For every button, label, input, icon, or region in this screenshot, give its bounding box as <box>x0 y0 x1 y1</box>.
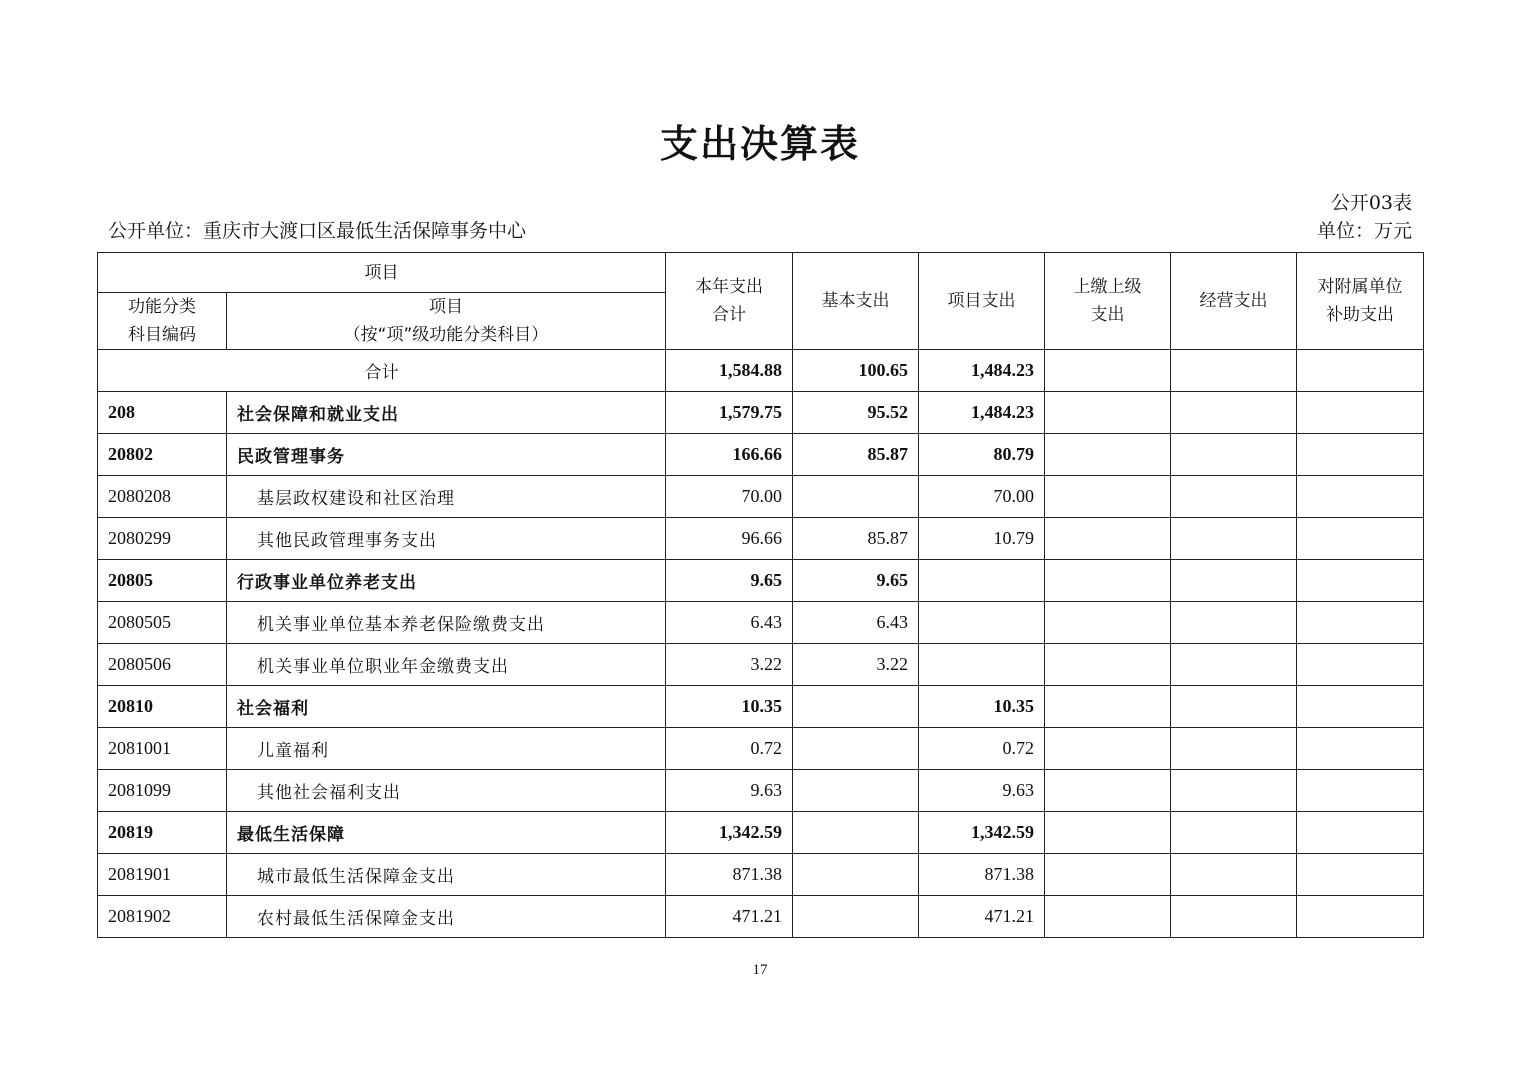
row-operating <box>1171 770 1297 812</box>
currency-unit: 单位：万元 <box>1316 220 1412 242</box>
header-item-group: 项目 <box>98 253 666 293</box>
total-upper <box>1045 350 1171 392</box>
row-basic <box>793 770 919 812</box>
row-subsidiary <box>1297 644 1424 686</box>
table-row <box>98 518 1424 560</box>
table-row <box>98 560 1424 602</box>
row-total: 9.65 <box>666 560 793 602</box>
row-basic <box>793 686 919 728</box>
row-operating <box>1171 392 1297 434</box>
row-upper <box>1045 770 1171 812</box>
row-total: 10.35 <box>666 686 793 728</box>
row-project <box>919 602 1045 644</box>
row-project: 9.63 <box>919 770 1045 812</box>
row-code: 2081902 <box>98 896 227 938</box>
row-project: 10.35 <box>919 686 1045 728</box>
header-project: 项目支出 <box>919 253 1045 350</box>
row-name: 其他民政管理事务支出 <box>227 518 666 560</box>
row-project: 0.72 <box>919 728 1045 770</box>
row-project <box>919 644 1045 686</box>
row-upper <box>1045 854 1171 896</box>
row-upper <box>1045 812 1171 854</box>
row-name: 最低生活保障 <box>227 812 666 854</box>
row-code: 2081001 <box>98 728 227 770</box>
row-project: 471.21 <box>919 896 1045 938</box>
row-basic <box>793 812 919 854</box>
table-row <box>98 686 1424 728</box>
row-subsidiary <box>1297 518 1424 560</box>
row-total: 0.72 <box>666 728 793 770</box>
row-code: 2081901 <box>98 854 227 896</box>
table-row <box>98 434 1424 476</box>
row-basic: 85.87 <box>793 434 919 476</box>
total-operating <box>1171 350 1297 392</box>
row-code: 20819 <box>98 812 227 854</box>
row-basic <box>793 728 919 770</box>
total-project: 1,484.23 <box>919 350 1045 392</box>
row-upper <box>1045 644 1171 686</box>
row-upper <box>1045 686 1171 728</box>
row-subsidiary <box>1297 770 1424 812</box>
header-code: 功能分类 科目编码 <box>98 293 227 350</box>
row-code: 2080208 <box>98 476 227 518</box>
header-total: 本年支出 合计 <box>666 253 793 350</box>
row-subsidiary <box>1297 896 1424 938</box>
row-subsidiary <box>1297 686 1424 728</box>
row-basic: 3.22 <box>793 644 919 686</box>
row-subsidiary <box>1297 728 1424 770</box>
row-operating <box>1171 434 1297 476</box>
row-name: 机关事业单位基本养老保险缴费支出 <box>227 602 666 644</box>
row-total: 1,579.75 <box>666 392 793 434</box>
row-code: 2080299 <box>98 518 227 560</box>
row-basic: 95.52 <box>793 392 919 434</box>
row-basic: 9.65 <box>793 560 919 602</box>
row-operating <box>1171 854 1297 896</box>
row-upper <box>1045 560 1171 602</box>
table-row <box>98 770 1424 812</box>
row-name: 城市最低生活保障金支出 <box>227 854 666 896</box>
row-operating <box>1171 560 1297 602</box>
row-project: 10.79 <box>919 518 1045 560</box>
row-operating <box>1171 476 1297 518</box>
total-basic: 100.65 <box>793 350 919 392</box>
row-basic <box>793 476 919 518</box>
row-code: 2080505 <box>98 602 227 644</box>
header-basic: 基本支出 <box>793 253 919 350</box>
row-code: 2081099 <box>98 770 227 812</box>
reporting-unit: 公开单位：重庆市大渡口区最低生活保障事务中心 <box>108 220 527 242</box>
total-label: 合计 <box>98 350 666 392</box>
row-subsidiary <box>1297 476 1424 518</box>
row-upper <box>1045 728 1171 770</box>
row-total: 3.22 <box>666 644 793 686</box>
row-basic: 6.43 <box>793 602 919 644</box>
row-operating <box>1171 686 1297 728</box>
row-code: 2080506 <box>98 644 227 686</box>
row-name: 其他社会福利支出 <box>227 770 666 812</box>
row-project: 1,342.59 <box>919 812 1045 854</box>
row-basic <box>793 854 919 896</box>
total-sum: 1,584.88 <box>666 350 793 392</box>
row-name: 社会福利 <box>227 686 666 728</box>
form-number: 公开03表 <box>1330 192 1412 214</box>
expenditure-table <box>97 252 1424 938</box>
total-subsidiary <box>1297 350 1424 392</box>
row-name: 行政事业单位养老支出 <box>227 560 666 602</box>
total-row <box>98 350 1424 392</box>
row-operating <box>1171 728 1297 770</box>
header-item: 项目 （按“项”级功能分类科目） <box>227 293 666 350</box>
page-title: 支出决算表 <box>659 122 860 166</box>
row-code: 20810 <box>98 686 227 728</box>
row-operating <box>1171 644 1297 686</box>
row-project: 80.79 <box>919 434 1045 476</box>
row-total: 70.00 <box>666 476 793 518</box>
header-subsidiary: 对附属单位 补助支出 <box>1297 253 1424 350</box>
header-upper: 上缴上级 支出 <box>1045 253 1171 350</box>
row-project: 1,484.23 <box>919 392 1045 434</box>
row-subsidiary <box>1297 560 1424 602</box>
table-row <box>98 644 1424 686</box>
row-basic: 85.87 <box>793 518 919 560</box>
row-total: 166.66 <box>666 434 793 476</box>
row-subsidiary <box>1297 854 1424 896</box>
row-subsidiary <box>1297 392 1424 434</box>
row-upper <box>1045 476 1171 518</box>
row-subsidiary <box>1297 434 1424 476</box>
table-row <box>98 476 1424 518</box>
row-operating <box>1171 602 1297 644</box>
row-total: 1,342.59 <box>666 812 793 854</box>
row-name: 农村最低生活保障金支出 <box>227 896 666 938</box>
row-upper <box>1045 602 1171 644</box>
row-total: 96.66 <box>666 518 793 560</box>
row-project <box>919 560 1045 602</box>
row-name: 民政管理事务 <box>227 434 666 476</box>
row-total: 871.38 <box>666 854 793 896</box>
row-upper <box>1045 518 1171 560</box>
table-row <box>98 854 1424 896</box>
row-code: 20802 <box>98 434 227 476</box>
row-name: 机关事业单位职业年金缴费支出 <box>227 644 666 686</box>
table-row <box>98 728 1424 770</box>
row-operating <box>1171 812 1297 854</box>
header-operating: 经营支出 <box>1171 253 1297 350</box>
row-subsidiary <box>1297 812 1424 854</box>
row-name: 基层政权建设和社区治理 <box>227 476 666 518</box>
row-total: 6.43 <box>666 602 793 644</box>
table-row <box>98 392 1424 434</box>
row-upper <box>1045 434 1171 476</box>
row-project: 70.00 <box>919 476 1045 518</box>
row-total: 9.63 <box>666 770 793 812</box>
row-upper <box>1045 896 1171 938</box>
row-basic <box>793 896 919 938</box>
row-code: 20805 <box>98 560 227 602</box>
row-operating <box>1171 896 1297 938</box>
table-row <box>98 812 1424 854</box>
row-code: 208 <box>98 392 227 434</box>
row-upper <box>1045 392 1171 434</box>
table-row <box>98 896 1424 938</box>
row-name: 社会保障和就业支出 <box>227 392 666 434</box>
row-operating <box>1171 518 1297 560</box>
row-name: 儿童福利 <box>227 728 666 770</box>
row-project: 871.38 <box>919 854 1045 896</box>
page-number: 17 <box>752 962 768 978</box>
row-subsidiary <box>1297 602 1424 644</box>
table-row <box>98 602 1424 644</box>
row-total: 471.21 <box>666 896 793 938</box>
